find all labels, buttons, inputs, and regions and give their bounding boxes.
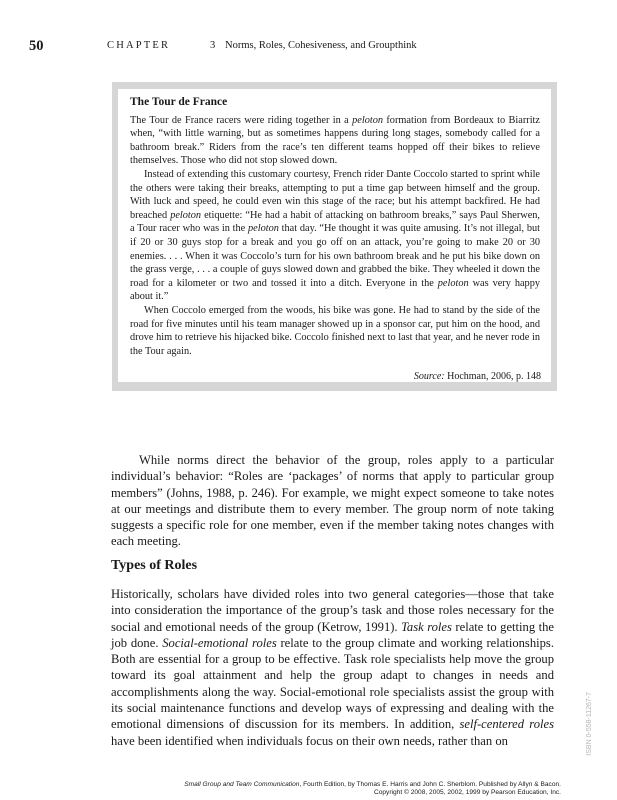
sidebar-paragraph-1: [130, 114, 540, 168]
text-run: The Tour de France racers were riding together in a: [130, 114, 353, 126]
text-run: formation from Bordeaux to Biarritz when, “with little warning, but as sometimes happens during long stages, somebody called for a bathroom break.” Riders from the race’s ten different teams hopped off their bikes to relieve themselves. Those who did not stop slowed down.: [130, 114, 540, 167]
italic-term: Task roles: [401, 619, 452, 634]
page-number: 50: [29, 38, 44, 54]
isbn-watermark: ISBN 0-558-11267-7: [586, 692, 593, 756]
running-header: [29, 38, 597, 54]
italic-term: peloton: [352, 114, 383, 126]
footer-line-2: Copyright © 2008, 2005, 2002, 1999 by Pearson Education, Inc.: [373, 789, 561, 797]
body-paragraph-2: [111, 586, 554, 749]
text-run: have been identified when individuals focus on their own needs, rather than on: [111, 733, 508, 748]
footer-publication: , Fourth Edition, by Thomas E. Harris and John C. Sherblom. Published by Allyn & Bacon.: [299, 781, 561, 788]
source-citation: Hochman, 2006, p. 148: [444, 371, 541, 382]
body-paragraph-2-block: [111, 586, 554, 749]
text-run: that day. “He thought it was quite amusing. It’s not illegal, but if 20 or 30 guys stop for a break and you go off on an attack, you’re going to make 20 or 30 enemies. . . . When it was Coccolo’s turn for his own bathroom break and he put his bike down on the grass verge, . . . a couple of guys slowed down and grabbed the bike. They wheeled it down the road for a kilometer or two and tossed it into a ditch. Everyone in the: [130, 223, 540, 289]
chapter-title: Norms, Roles, Cohesiveness, and Groupthink: [225, 40, 417, 51]
sidebar-paragraph-3: When Coccolo emerged from the woods, his bike was gone. He had to stand by the side of the road for five minutes until his team manager showed up in a sponsor car, put him on the hood, and drove him to retrieve his hijacked bike. Coccolo finished next to last that year, and he never rode in the Tour again.: [130, 304, 540, 357]
italic-term: peloton: [248, 223, 279, 235]
italic-term: Social-emotional roles: [162, 635, 277, 650]
text-run: Historically, scholars have divided roles into two general categories—those that take into consideration the importance of the group’s task and those roles necessary for the social and emotional needs of the group (Ketrow, 1991).: [111, 587, 554, 634]
italic-term: peloton: [170, 209, 202, 221]
text-run: etiquette: “He had a habit of attacking on bathroom breaks,” says Paul Sherwen, a Tour racer who was in the: [130, 209, 540, 235]
italic-term: peloton: [437, 277, 469, 289]
copyright-footer: [184, 781, 561, 798]
body-paragraph-1-block: [111, 452, 554, 550]
sidebar-box: [112, 82, 557, 391]
sidebar-content: [130, 96, 540, 358]
section-heading: Types of Roles: [111, 558, 198, 573]
sidebar-paragraph-2: [130, 168, 540, 304]
chapter-label: CHAPTER: [107, 40, 171, 51]
sidebar-title: The Tour de France: [130, 96, 228, 108]
text-run: was very happy about it.”: [130, 277, 541, 303]
text-run: relate to the group climate and working relationships. Both are essential for a group to be effective. Task role specialists help move the group toward its goal attainment and help the group adapt to changes in needs and accomplishments along the way. Social-emotional role specialists assist the group with its social maintenance functions and develop ways of expressing and dealing with the emotional dimensions of discussion for its members. In addition,: [111, 635, 554, 732]
source-label: Source:: [413, 371, 445, 382]
chapter-number: 3: [210, 40, 216, 51]
italic-term: self-centered roles: [459, 717, 554, 732]
footer-book-title: Small Group and Team Communication: [184, 781, 300, 788]
body-paragraph-1: While norms direct the behavior of the group, roles apply to a particular individual’s behavior: “Roles are ‘packages’ of norms that apply to particular group members” (Johns, 1988, p. 246). For example, we might expect someone to take notes at our meetings and distribute them to every member. The group norm of note taking suggests a specific role for one member, even if the member taking notes changes with each meeting.: [111, 453, 554, 549]
text-run: relate to getting the job done.: [111, 619, 554, 650]
sidebar-source: [414, 371, 541, 382]
text-run: Instead of extending this customary courtesy, French rider Dante Coccolo started to sprint while the others were taking their breaks, attempting to put a time gap between himself and the group. With luck and speed, he could even win this stage of the race; but his attempt backfired. He had breached: [130, 168, 540, 221]
sidebar-box-inner: [118, 89, 551, 382]
